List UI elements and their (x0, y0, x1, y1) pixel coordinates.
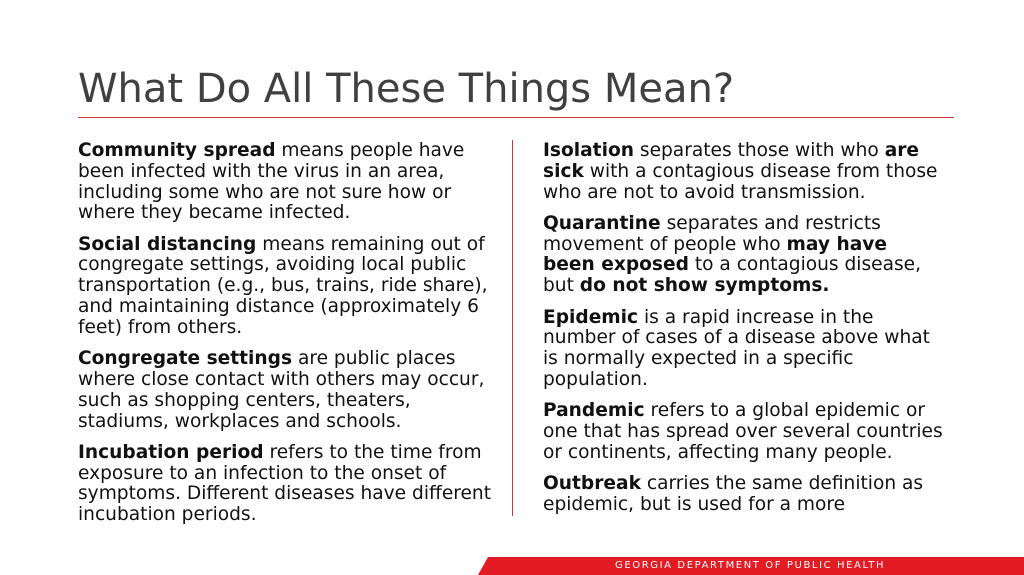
definition-term: Outbreak (543, 473, 641, 495)
definition-term: Quarantine (543, 212, 661, 234)
definition-item (78, 443, 498, 526)
definition-item (543, 401, 943, 463)
definition-text: carries the same definition as epidemic, but is used for a more (543, 473, 924, 515)
title-underline (78, 117, 954, 118)
column-divider (512, 140, 513, 516)
definition-term: Pandemic (543, 400, 645, 422)
definition-item (78, 349, 498, 432)
definition-text: are public places where close contact with others may occur, such as shopping centers, theaters, stadiums, workplaces and schools. (78, 348, 485, 432)
definition-text: is a rapid increase in the number of cases of a disease above what is normally expected in a specific population. (543, 306, 930, 390)
definition-term: Social distancing (78, 233, 257, 255)
definition-term: Incubation period (78, 441, 264, 463)
page-title: What Do All These Things Mean? (78, 66, 735, 112)
definition-text: to a contagious disease, but (543, 254, 922, 297)
definition-term: Community spread (78, 140, 276, 161)
definition-text: refers to a global epidemic or one that has spread over several countries or continents, affecting many people. (543, 400, 943, 463)
definition-term: Isolation (543, 140, 634, 161)
definition-item (543, 141, 943, 203)
footer-label: GEORGIA DEPARTMENT OF PUBLIC HEALTH (615, 560, 886, 571)
definitions-right-column (543, 141, 943, 526)
definition-term: may have been exposed (543, 233, 887, 276)
definition-term: Congregate settings (78, 348, 293, 370)
definition-text: separates and restricts movement of people who (543, 212, 881, 255)
definition-text: with a contagious disease from those who are not to avoid transmission. (543, 160, 938, 203)
definition-text: refers to the time from exposure to an infection to the onset of symptoms. Different diseases have different incubation periods. (78, 441, 492, 526)
definition-item (78, 235, 498, 339)
definition-term: do not show symptoms. (579, 275, 830, 297)
definition-text: separates those with who (633, 140, 885, 161)
definition-text: means remaining out of congregate settings, avoiding local public transportation (e.g., bus, trains, ride share), and maintaining distance (approximately 6 feet) from others. (78, 233, 488, 338)
definitions-left-column (78, 141, 498, 537)
definition-term: Epidemic (543, 306, 639, 328)
definition-item (543, 308, 943, 391)
definition-item (543, 214, 943, 297)
definition-item (543, 474, 943, 516)
definition-text: means people have been infected with the virus in an area, including some who are not sure how or where they became infected. (78, 140, 465, 224)
definition-item (78, 141, 498, 224)
definition-term: are sick (543, 140, 920, 182)
